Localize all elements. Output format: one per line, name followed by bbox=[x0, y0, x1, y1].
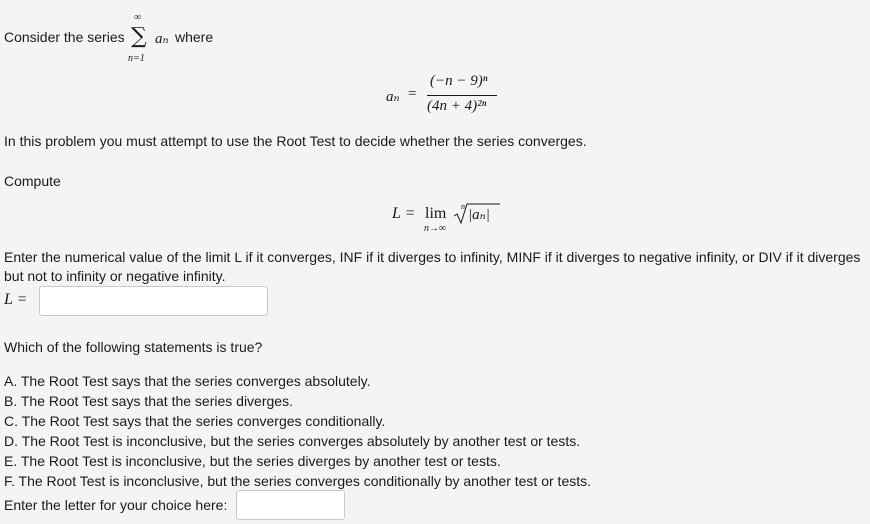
limit-instruction-line2: but not to infinity or negative infinity. bbox=[4, 268, 226, 284]
limit-instruction-line1: Enter the numerical value of the limit L if it converges, INF if it diverges to infinity, MINF if it diverges to negative infinity, or DIV if it diverges bbox=[4, 249, 861, 265]
formula-lhs: aₙ bbox=[386, 89, 400, 105]
radicand: |aₙ| bbox=[468, 207, 490, 223]
radical-index: n bbox=[461, 202, 465, 211]
option-b: B. The Root Test says that the series diverges. bbox=[4, 393, 293, 409]
limit-lim: lim bbox=[425, 205, 447, 222]
nth-root bbox=[452, 200, 502, 226]
choice-label: Enter the letter for your choice here: bbox=[4, 497, 228, 513]
limit-subscript: n→∞ bbox=[424, 223, 447, 234]
intro-prefix: Consider the series bbox=[4, 29, 125, 45]
option-c: C. The Root Test says that the series converges conditionally. bbox=[4, 413, 386, 429]
root-test-instruction: In this problem you must attempt to use the Root Test to decide whether the series converges. bbox=[4, 133, 587, 149]
formula-denominator: (4n + 4)²ⁿ bbox=[427, 98, 487, 114]
question-text: Which of the following statements is true? bbox=[4, 339, 263, 355]
option-e: E. The Root Test is inconclusive, but the series diverges by another test or tests. bbox=[4, 453, 501, 469]
answer-L-label: L = bbox=[4, 291, 28, 308]
sum-upper-limit: ∞ bbox=[134, 12, 142, 23]
limit-lhs: L = bbox=[392, 205, 416, 222]
choice-letter-input[interactable] bbox=[236, 490, 345, 520]
formula-equals: = bbox=[408, 86, 417, 102]
series-sum bbox=[128, 12, 154, 64]
limit-answer-input[interactable] bbox=[39, 286, 268, 316]
compute-label: Compute bbox=[4, 173, 61, 189]
sigma-icon: ∑ bbox=[131, 24, 147, 49]
intro-suffix: where bbox=[175, 29, 214, 45]
fraction-bar bbox=[427, 95, 497, 96]
intro-term: aₙ bbox=[155, 31, 169, 47]
option-f: F. The Root Test is inconclusive, but the series converges conditionally by another test or tests. bbox=[4, 473, 592, 489]
option-a: A. The Root Test says that the series converges absolutely. bbox=[4, 373, 371, 389]
formula-numerator: (−n − 9)ⁿ bbox=[430, 73, 488, 89]
option-d: D. The Root Test is inconclusive, but the series converges absolutely by another test or tests. bbox=[4, 433, 581, 449]
sum-lower-limit: n=1 bbox=[128, 53, 145, 64]
